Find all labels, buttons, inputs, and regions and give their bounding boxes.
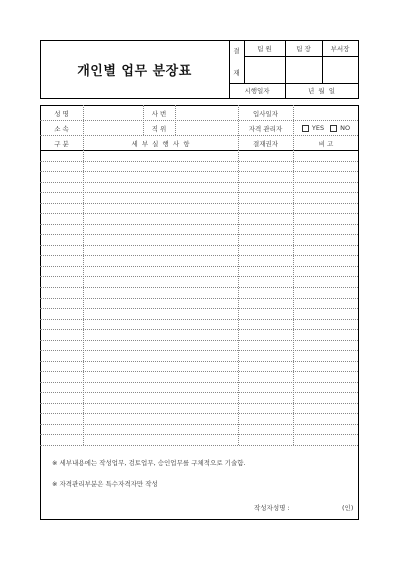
- sign-box-department-head[interactable]: [323, 57, 358, 83]
- table-row-line: [40, 319, 358, 320]
- table-row-line: [40, 371, 358, 372]
- table-row-line: [40, 445, 358, 446]
- table-row-line: [40, 424, 358, 425]
- sign-box-team-leader[interactable]: [286, 57, 322, 83]
- table-row-line: [40, 329, 358, 330]
- license-options: [294, 121, 358, 135]
- yes-label: YES: [311, 124, 325, 132]
- department-field[interactable]: [84, 121, 143, 135]
- table-row-line: [40, 276, 358, 277]
- table-row-line: [40, 182, 358, 183]
- table-row-line: [40, 308, 358, 309]
- position-field[interactable]: [176, 121, 238, 135]
- table-row-line: [40, 382, 358, 383]
- effective-date-label: 시행일자: [244, 87, 270, 95]
- position-label: 직 위: [151, 124, 167, 133]
- table-row-line: [40, 434, 358, 435]
- column-header-category: 구 분: [54, 139, 69, 148]
- table-row-line: [40, 224, 358, 225]
- table-row-line: [40, 192, 358, 193]
- join-date-field[interactable]: [294, 106, 358, 120]
- table-row-line: [40, 203, 358, 204]
- note-detail-content: ※ 세부내용에는 작성업무, 검토업무, 승인업무를 구체적으로 기술함.: [52, 459, 246, 467]
- note-license-section: ※ 자격관리부분은 특수자격자만 작성: [52, 480, 158, 488]
- department-label: 소 속: [54, 124, 69, 133]
- no-checkbox[interactable]: [330, 125, 337, 132]
- yes-checkbox[interactable]: [302, 125, 309, 132]
- table-row-line: [40, 298, 358, 299]
- sign-box-team-member[interactable]: [245, 57, 285, 83]
- table-row-line: [40, 350, 358, 351]
- approver-team-member: 팀 원: [257, 44, 272, 53]
- document-title: 개인별 업무 분장표: [77, 64, 192, 79]
- table-row-line: [40, 213, 358, 214]
- approver-department-head: 부서장: [330, 44, 350, 53]
- column-header-details: 세 부 실 행 사 항: [131, 139, 191, 148]
- column-header-approver: 결재권자: [252, 139, 279, 148]
- table-row-line: [40, 255, 358, 256]
- effective-date-value[interactable]: 년 월 일: [307, 87, 336, 95]
- table-row-line: [40, 340, 358, 341]
- approval-label-bottom: 재: [233, 68, 240, 77]
- name-label: 성 명: [54, 109, 69, 118]
- table-row-line: [40, 266, 358, 267]
- table-row-line: [40, 403, 358, 404]
- table-row-line: [40, 234, 358, 235]
- employee-number-field[interactable]: [176, 106, 238, 120]
- seal-label: (인): [342, 504, 354, 512]
- column-header-remarks: 비 고: [318, 139, 334, 148]
- table-row-line: [40, 161, 358, 162]
- table-row-line: [40, 171, 358, 172]
- table-row-line: [40, 413, 358, 414]
- table-row-line: [40, 392, 358, 393]
- author-name-label: 작성자성명 :: [254, 504, 290, 512]
- table-row-line: [40, 245, 358, 246]
- name-field[interactable]: [84, 106, 143, 120]
- table-row-line: [40, 361, 358, 362]
- approver-team-leader: 팀 장: [296, 44, 311, 53]
- license-manager-label: 자격 관리자: [248, 124, 283, 133]
- employee-number-label: 사 번: [151, 109, 167, 118]
- table-row-line: [40, 287, 358, 288]
- author-name-field[interactable]: [296, 500, 340, 512]
- approval-label-top: 결: [233, 46, 240, 55]
- no-label: NO: [340, 124, 351, 132]
- join-date-label: 입사일자: [252, 109, 279, 118]
